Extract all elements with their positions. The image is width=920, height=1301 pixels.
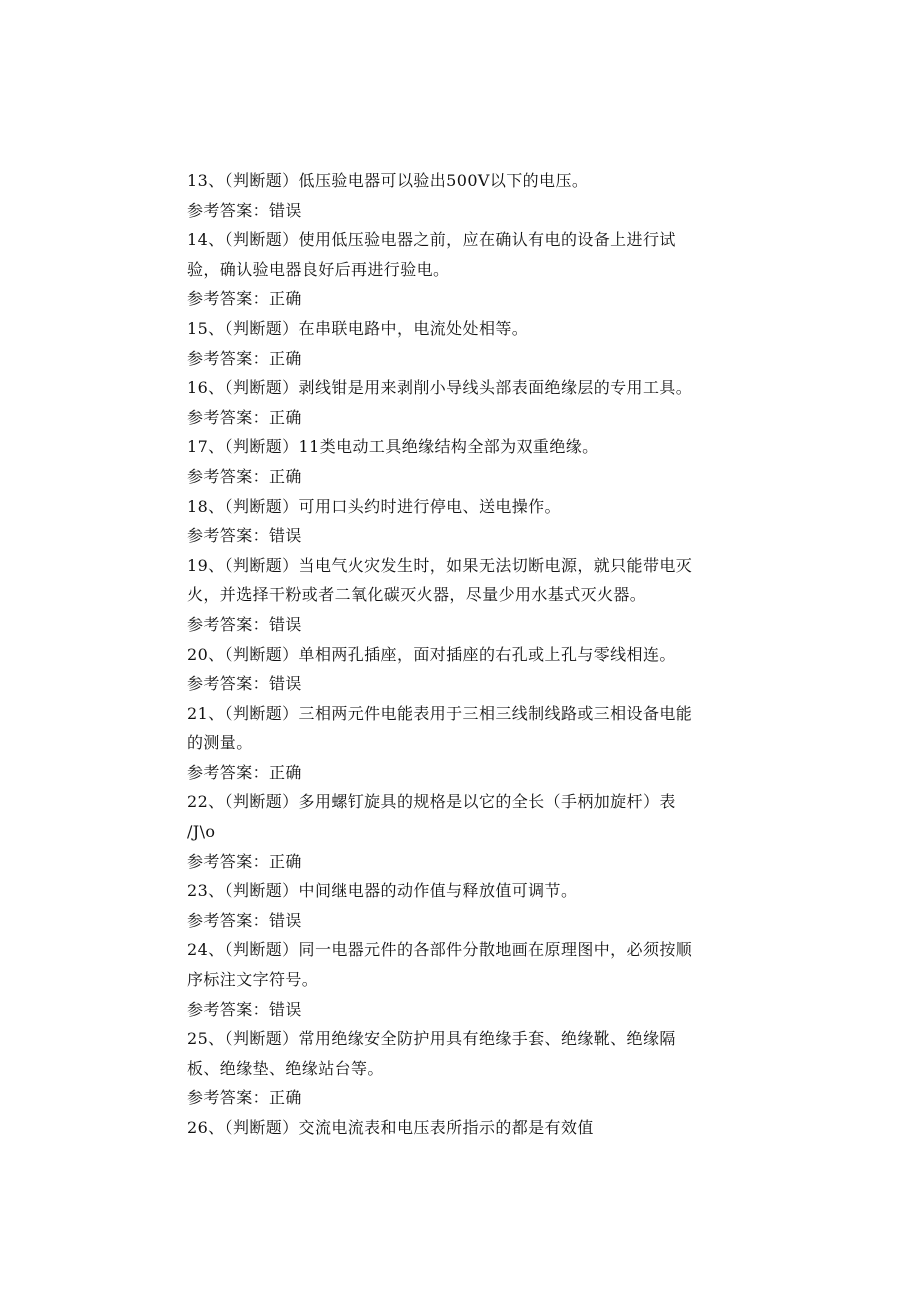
question-21-line-1: 21、（判断题）三相两元件电能表用于三相三线制线路或三相设备电能 [187,703,693,723]
question-26-line-1: 26、（判断题）交流电流表和电压表所指示的都是有效值 [187,1118,594,1137]
answer-21: 参考答案：正确 [187,762,302,782]
question-16-line-1: 16、（判断题）剥线钳是用来剥削小导线头部表面绝缘层的专用工具。 [187,378,693,398]
question-25-line-2: 板、绝缘垫、绝缘站台等。 [187,1058,384,1078]
question-25-line-1: 25、（判断题）常用绝缘安全防护用具有绝缘手套、绝缘靴、绝缘隔 [187,1029,676,1049]
question-23-line-1: 23、（判断题）中间继电器的动作值与释放值可调节。 [187,881,578,901]
question-19-line-2: 火，并选择干粉或者二氧化碳灭火器，尽量少用水基式灭火器。 [187,585,647,605]
question-17-line-1: 17、（判断题）11类电动工具绝缘结构全部为双重绝缘。 [187,437,599,457]
question-22-line-2: ∕J\o [187,822,216,842]
question-18-line-1: 18、（判断题）可用口头约时进行停电、送电操作。 [187,496,561,516]
answer-15: 参考答案：正确 [187,348,302,368]
answer-22: 参考答案：正确 [187,851,302,871]
question-21-line-2: 的测量。 [187,733,253,753]
question-14-line-2: 验，确认验电器良好后再进行验电。 [187,259,450,279]
question-20-line-1: 20、（判断题）单相两孔插座，面对插座的右孔或上孔与零线相连。 [187,644,676,664]
answer-23: 参考答案：错误 [187,910,302,930]
answer-13: 参考答案：错误 [187,200,302,220]
question-15-line-1: 15、（判断题）在串联电路中，电流处处相等。 [187,318,529,338]
answer-24: 参考答案：错误 [187,999,302,1019]
question-list [187,166,747,1143]
question-24-line-1: 24、（判断题）同一电器元件的各部件分散地画在原理图中，必须按顺 [187,940,693,960]
answer-14: 参考答案：正确 [187,289,302,309]
answer-25: 参考答案：正确 [187,1088,302,1108]
question-14-line-1: 14、（判断题）使用低压验电器之前，应在确认有电的设备上进行试 [187,230,676,250]
answer-18: 参考答案：错误 [187,526,302,546]
answer-19: 参考答案：错误 [187,614,302,634]
question-22-line-1: 22、（判断题）多用螺钉旋具的规格是以它的全长（手柄加旋杆）表 [187,792,676,812]
answer-17: 参考答案：正确 [187,466,302,486]
question-24-line-2: 序标注文字符号。 [187,970,319,990]
answer-16: 参考答案：正确 [187,407,302,427]
question-19-line-1: 19、（判断题）当电气火灾发生时，如果无法切断电源，就只能带电灭 [187,555,693,575]
question-13-line-1: 13、（判断题）低压验电器可以验出500V以下的电压。 [187,171,589,190]
answer-20: 参考答案：错误 [187,674,302,694]
